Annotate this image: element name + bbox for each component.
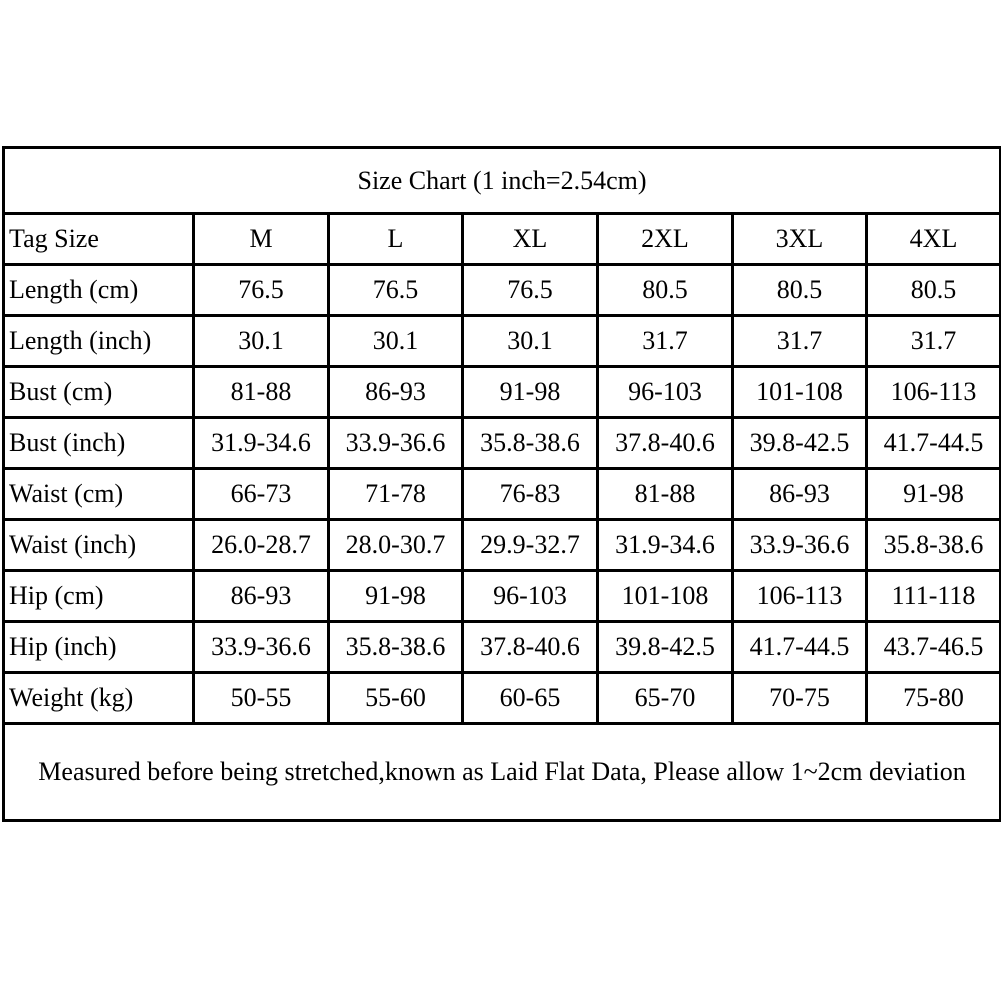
table-cell: 35.8-38.6 (463, 418, 598, 469)
table-row (4, 622, 1001, 673)
table-cell: 106-113 (867, 367, 1001, 418)
note-row (4, 724, 1001, 821)
table-cell: 33.9-36.6 (194, 622, 329, 673)
table-cell: 50-55 (194, 673, 329, 724)
table-cell: 39.8-42.5 (598, 622, 733, 673)
table-title: Size Chart (1 inch=2.54cm) (4, 148, 1001, 214)
header-size: 4XL (867, 214, 1001, 265)
table-cell: 101-108 (598, 571, 733, 622)
table-cell: 35.8-38.6 (329, 622, 463, 673)
header-size: XL (463, 214, 598, 265)
table-cell: 80.5 (598, 265, 733, 316)
table-cell: 86-93 (194, 571, 329, 622)
row-label: Waist (inch) (4, 520, 194, 571)
table-cell: 41.7-44.5 (867, 418, 1001, 469)
table-cell: 75-80 (867, 673, 1001, 724)
table-cell: 65-70 (598, 673, 733, 724)
row-label: Bust (cm) (4, 367, 194, 418)
size-chart-table (2, 146, 1001, 822)
row-label: Waist (cm) (4, 469, 194, 520)
table-cell: 106-113 (733, 571, 867, 622)
table-cell: 35.8-38.6 (867, 520, 1001, 571)
table-cell: 91-98 (463, 367, 598, 418)
table-row (4, 520, 1001, 571)
header-size: L (329, 214, 463, 265)
row-label: Bust (inch) (4, 418, 194, 469)
table-row (4, 469, 1001, 520)
table-cell: 91-98 (329, 571, 463, 622)
table-cell: 43.7-46.5 (867, 622, 1001, 673)
title-row (4, 148, 1001, 214)
table-row (4, 316, 1001, 367)
table-cell: 86-93 (733, 469, 867, 520)
note-text: Measured before being stretched,known as Laid Flat Data, Please allow 1~2cm deviation (4, 724, 1001, 821)
table-cell: 39.8-42.5 (733, 418, 867, 469)
table-cell: 91-98 (867, 469, 1001, 520)
table-row (4, 418, 1001, 469)
table-cell: 37.8-40.6 (463, 622, 598, 673)
table-cell: 30.1 (329, 316, 463, 367)
table-cell: 60-65 (463, 673, 598, 724)
table-cell: 96-103 (463, 571, 598, 622)
table-cell: 30.1 (463, 316, 598, 367)
table-cell: 76-83 (463, 469, 598, 520)
table-row (4, 673, 1001, 724)
table-cell: 76.5 (194, 265, 329, 316)
table-cell: 31.7 (733, 316, 867, 367)
table-row (4, 367, 1001, 418)
table-cell: 80.5 (867, 265, 1001, 316)
table-cell: 30.1 (194, 316, 329, 367)
table-cell: 81-88 (194, 367, 329, 418)
row-label: Hip (inch) (4, 622, 194, 673)
row-label: Length (inch) (4, 316, 194, 367)
table-cell: 33.9-36.6 (329, 418, 463, 469)
header-row (4, 214, 1001, 265)
table-cell: 80.5 (733, 265, 867, 316)
table-cell: 71-78 (329, 469, 463, 520)
table-cell: 28.0-30.7 (329, 520, 463, 571)
table-cell: 31.9-34.6 (194, 418, 329, 469)
table-cell: 31.7 (867, 316, 1001, 367)
header-size: 3XL (733, 214, 867, 265)
table-cell: 37.8-40.6 (598, 418, 733, 469)
table-cell: 76.5 (329, 265, 463, 316)
table-cell: 111-118 (867, 571, 1001, 622)
table-cell: 86-93 (329, 367, 463, 418)
table-row (4, 571, 1001, 622)
table-cell: 29.9-32.7 (463, 520, 598, 571)
row-label: Hip (cm) (4, 571, 194, 622)
row-label: Length (cm) (4, 265, 194, 316)
table-cell: 26.0-28.7 (194, 520, 329, 571)
table-row (4, 265, 1001, 316)
table-cell: 101-108 (733, 367, 867, 418)
row-label: Weight (kg) (4, 673, 194, 724)
table-cell: 66-73 (194, 469, 329, 520)
header-size: M (194, 214, 329, 265)
header-label: Tag Size (4, 214, 194, 265)
table-cell: 55-60 (329, 673, 463, 724)
table-cell: 31.9-34.6 (598, 520, 733, 571)
table-cell: 31.7 (598, 316, 733, 367)
table-cell: 76.5 (463, 265, 598, 316)
table-cell: 70-75 (733, 673, 867, 724)
header-size: 2XL (598, 214, 733, 265)
table-cell: 81-88 (598, 469, 733, 520)
table-cell: 33.9-36.6 (733, 520, 867, 571)
table-cell: 96-103 (598, 367, 733, 418)
table-cell: 41.7-44.5 (733, 622, 867, 673)
